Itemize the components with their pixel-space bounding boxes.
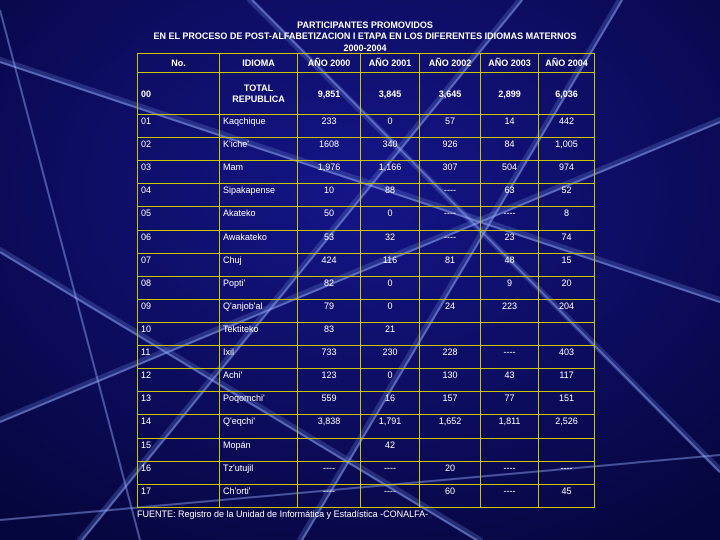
cell-2004: 8 (539, 207, 595, 230)
cell-no: 16 (138, 461, 220, 484)
cell-2001: 21 (361, 322, 420, 345)
cell-no: 05 (138, 207, 220, 230)
cell-2004: 2,526 (539, 415, 595, 438)
cell-2002: 3,645 (420, 73, 481, 115)
cell-2001: ---- (361, 461, 420, 484)
cell-idioma: Sipakapense (220, 184, 298, 207)
cell-2002: 24 (420, 299, 481, 322)
cell-2000: ---- (298, 461, 361, 484)
cell-2004: 45 (539, 484, 595, 507)
cell-2003 (481, 438, 539, 461)
cell-no: 11 (138, 346, 220, 369)
cell-2000: 733 (298, 346, 361, 369)
cell-2000: 50 (298, 207, 361, 230)
cell-2003: 63 (481, 184, 539, 207)
cell-2001: 0 (361, 299, 420, 322)
cell-2001: 3,845 (361, 73, 420, 115)
header-no: No. (138, 54, 220, 73)
header-idioma: IDIOMA (220, 54, 298, 73)
cell-2001: 340 (361, 138, 420, 161)
cell-2004: 20 (539, 276, 595, 299)
cell-2001: 16 (361, 392, 420, 415)
cell-idioma: K'iche' (220, 138, 298, 161)
participants-table (137, 53, 595, 508)
cell-2004: 442 (539, 115, 595, 138)
cell-2003 (481, 322, 539, 345)
cell-idioma: Awakateko (220, 230, 298, 253)
cell-2002 (420, 438, 481, 461)
title-line-2: EN EL PROCESO DE POST-ALFABETIZACION I ETAPA EN LOS DIFERENTES IDIOMAS MATERNOS (153, 31, 577, 41)
header-2001: AÑO 2001 (361, 54, 420, 73)
cell-2002: ---- (420, 230, 481, 253)
cell-2000: 1,976 (298, 161, 361, 184)
cell-idioma: Q'anjob'al (220, 299, 298, 322)
cell-2004: 74 (539, 230, 595, 253)
cell-2002: 1,652 (420, 415, 481, 438)
cell-2000: 79 (298, 299, 361, 322)
cell-2004: 15 (539, 253, 595, 276)
cell-idioma: Kaqchique (220, 115, 298, 138)
cell-2000: 233 (298, 115, 361, 138)
cell-idioma: Akateko (220, 207, 298, 230)
cell-2002: 57 (420, 115, 481, 138)
cell-2001: 1,791 (361, 415, 420, 438)
cell-no: 09 (138, 299, 220, 322)
cell-no: 04 (138, 184, 220, 207)
header-2002: AÑO 2002 (420, 54, 481, 73)
cell-no: 03 (138, 161, 220, 184)
table-row (138, 276, 595, 299)
cell-2003: ---- (481, 484, 539, 507)
cell-2003: 223 (481, 299, 539, 322)
source-footnote: FUENTE: Registro de la Unidad de Informática y Estadística -CONALFA- (137, 509, 429, 519)
cell-2002: 60 (420, 484, 481, 507)
cell-2003: ---- (481, 461, 539, 484)
table-row (138, 230, 595, 253)
cell-2003: 77 (481, 392, 539, 415)
table-row (138, 184, 595, 207)
cell-2003: ---- (481, 207, 539, 230)
cell-2001: 116 (361, 253, 420, 276)
cell-2000: ---- (298, 484, 361, 507)
cell-no: 07 (138, 253, 220, 276)
table-body (138, 73, 595, 508)
cell-2000: 123 (298, 369, 361, 392)
cell-2001: 230 (361, 346, 420, 369)
cell-2002 (420, 322, 481, 345)
cell-idioma: Q'eqchi' (220, 415, 298, 438)
table-row (138, 161, 595, 184)
cell-2002: ---- (420, 184, 481, 207)
cell-2004: 117 (539, 369, 595, 392)
cell-2003: 1,811 (481, 415, 539, 438)
cell-no: 02 (138, 138, 220, 161)
cell-2001: 0 (361, 369, 420, 392)
cell-idioma: TOTAL REPUBLICA (220, 73, 298, 115)
cell-2003: 48 (481, 253, 539, 276)
cell-no: 08 (138, 276, 220, 299)
cell-2000: 424 (298, 253, 361, 276)
cell-2000 (298, 438, 361, 461)
cell-idioma: Ixil (220, 346, 298, 369)
table-row (138, 484, 595, 507)
cell-2000: 83 (298, 322, 361, 345)
table-row (138, 392, 595, 415)
cell-no: 15 (138, 438, 220, 461)
cell-2002: 307 (420, 161, 481, 184)
cell-no: 17 (138, 484, 220, 507)
cell-2001: ---- (361, 484, 420, 507)
cell-2004: 151 (539, 392, 595, 415)
cell-2001: 32 (361, 230, 420, 253)
cell-2004: 6,036 (539, 73, 595, 115)
cell-2004: ---- (539, 461, 595, 484)
cell-2003: 23 (481, 230, 539, 253)
title-line-3: 2000-2004 (343, 43, 387, 53)
cell-idioma: Tz'utujil (220, 461, 298, 484)
table-row (138, 438, 595, 461)
cell-2004 (539, 438, 595, 461)
cell-idioma: Mam (220, 161, 298, 184)
cell-2004: 52 (539, 184, 595, 207)
cell-idioma: Poqomchi' (220, 392, 298, 415)
cell-2003: 84 (481, 138, 539, 161)
cell-idioma: Mopán (220, 438, 298, 461)
cell-2003: 2,899 (481, 73, 539, 115)
cell-2004: 204 (539, 299, 595, 322)
cell-no: 13 (138, 392, 220, 415)
cell-2001: 1,166 (361, 161, 420, 184)
cell-2001: 0 (361, 115, 420, 138)
cell-2001: 0 (361, 276, 420, 299)
cell-idioma: Achi' (220, 369, 298, 392)
table-row (138, 369, 595, 392)
table-row (138, 322, 595, 345)
header-2000: AÑO 2000 (298, 54, 361, 73)
header-2004: AÑO 2004 (539, 54, 595, 73)
cell-2002: 228 (420, 346, 481, 369)
cell-2000: 53 (298, 230, 361, 253)
cell-2001: 0 (361, 207, 420, 230)
cell-2003: 504 (481, 161, 539, 184)
cell-2002: 926 (420, 138, 481, 161)
cell-2000: 82 (298, 276, 361, 299)
cell-2003: 14 (481, 115, 539, 138)
cell-2003: ---- (481, 346, 539, 369)
cell-2004: 403 (539, 346, 595, 369)
cell-no: 06 (138, 230, 220, 253)
cell-no: 00 (138, 73, 220, 115)
cell-idioma: Popti' (220, 276, 298, 299)
cell-2000: 9,851 (298, 73, 361, 115)
cell-idioma: Chuj (220, 253, 298, 276)
cell-2002: 157 (420, 392, 481, 415)
table-header-row (138, 54, 595, 73)
cell-no: 01 (138, 115, 220, 138)
table-row (138, 138, 595, 161)
cell-2002: 130 (420, 369, 481, 392)
cell-2000: 10 (298, 184, 361, 207)
cell-2004: 1,005 (539, 138, 595, 161)
cell-2000: 559 (298, 392, 361, 415)
table-row (138, 346, 595, 369)
table-row (138, 415, 595, 438)
table-row (138, 299, 595, 322)
cell-2004: 974 (539, 161, 595, 184)
cell-2002: 81 (420, 253, 481, 276)
cell-2000: 3,838 (298, 415, 361, 438)
cell-2001: 42 (361, 438, 420, 461)
cell-no: 10 (138, 322, 220, 345)
table-row (138, 207, 595, 230)
table-row (138, 115, 595, 138)
cell-2002: ---- (420, 207, 481, 230)
cell-2000: 1608 (298, 138, 361, 161)
cell-no: 14 (138, 415, 220, 438)
table-row (138, 73, 595, 115)
table-row (138, 253, 595, 276)
cell-2002 (420, 276, 481, 299)
table-row (138, 461, 595, 484)
title-line-1: PARTICIPANTES PROMOVIDOS (297, 20, 433, 30)
cell-2001: 88 (361, 184, 420, 207)
cell-no: 12 (138, 369, 220, 392)
cell-2002: 20 (420, 461, 481, 484)
cell-idioma: Tektiteko (220, 322, 298, 345)
cell-2003: 43 (481, 369, 539, 392)
cell-2003: 9 (481, 276, 539, 299)
cell-idioma: Ch'orti' (220, 484, 298, 507)
cell-2004 (539, 322, 595, 345)
header-2003: AÑO 2003 (481, 54, 539, 73)
